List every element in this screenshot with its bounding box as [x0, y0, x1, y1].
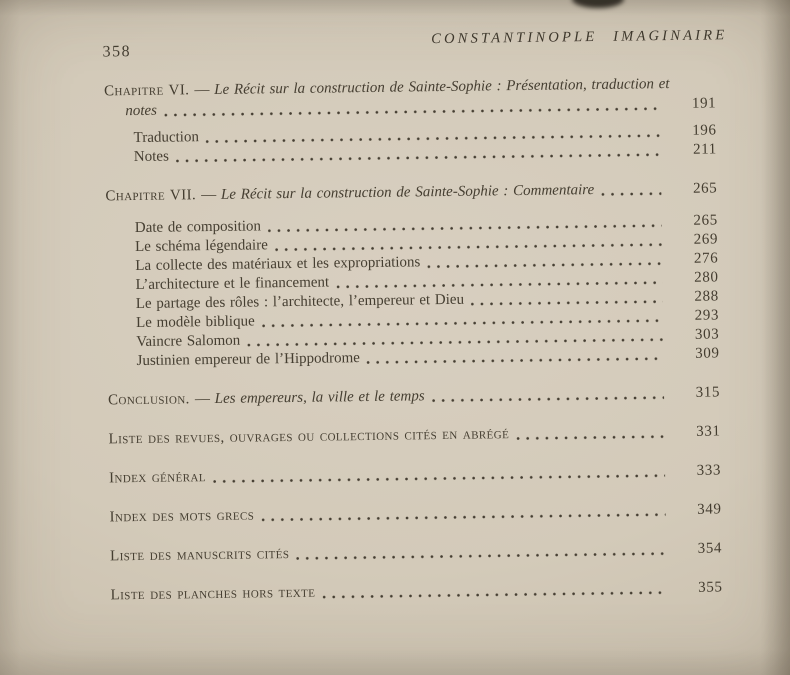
toc-section [110, 539, 722, 566]
toc-entry [109, 461, 721, 488]
toc-entry-label: Notes [133, 148, 169, 166]
toc-page-number: 191 [691, 95, 717, 112]
toc-page-number: 349 [697, 501, 722, 518]
dot-leader [320, 579, 668, 603]
toc-entry-label: Le partage des rôles : l’architecte, l’empereur et Dieu [135, 291, 465, 313]
toc-entry-label: notes [125, 102, 158, 120]
toc-page-number: 269 [693, 231, 719, 248]
toc-page-number: 265 [693, 212, 718, 229]
toc-entry [105, 179, 717, 206]
toc-page-number: 303 [694, 326, 720, 343]
toc-entry-label: Index général [108, 469, 207, 487]
dot-leader [294, 540, 668, 564]
dot-leader [599, 180, 663, 200]
toc-entry-label: Liste des revues, ouvrages ou collections cités en abrégé [108, 426, 510, 448]
toc-entry-label: Justinien empereur de l’Hippodrome [136, 350, 360, 370]
dot-leader [514, 423, 667, 444]
toc-entry-label: Chapitre VI. — Le Récit sur la construction de Sainte-Sophie : Présentation, traduction et [103, 76, 670, 100]
toc-section [109, 500, 721, 527]
dot-leader [259, 501, 668, 525]
toc-section [111, 578, 723, 605]
running-title: CONSTANTINOPLE IMAGINAIRE [431, 27, 728, 48]
toc-page-number: 331 [696, 423, 721, 440]
toc-page-number: 276 [693, 250, 719, 267]
toc-entry-label: La collecte des matériaux et les expropriations [135, 254, 421, 275]
toc-page-number: 333 [696, 462, 722, 479]
toc-section [108, 383, 720, 410]
toc-entry-label: Chapitre VII. — Le Récit sur la construction de Sainte-Sophie : Commentaire [105, 182, 595, 205]
dot-leader [430, 384, 667, 406]
toc-entry-label: Vaincre Salomon [136, 332, 241, 351]
toc-page-number: 211 [692, 141, 717, 158]
toc-entry-label: L’architecture et le financement [135, 274, 330, 294]
toc-page-number: 196 [692, 122, 717, 139]
toc-entry-label: Liste des planches hors texte [110, 584, 316, 604]
toc-page-number: 293 [694, 307, 720, 324]
toc-page-number: 354 [697, 540, 723, 557]
dot-leader [365, 345, 666, 368]
dot-leader [211, 462, 667, 487]
toc-entry [108, 383, 720, 410]
toc-page-number: 265 [692, 180, 718, 197]
toc-page-number: 288 [694, 288, 719, 305]
table-of-contents [104, 74, 723, 625]
toc-section [108, 422, 720, 449]
toc-entry [111, 578, 723, 605]
toc-section [109, 461, 721, 488]
dot-leader [469, 288, 665, 310]
toc-entry-label: Traduction [133, 129, 200, 147]
toc-entry [109, 500, 721, 527]
toc-entry-label: Conclusion. — Les empereurs, la ville et le temps [107, 388, 425, 409]
running-head [102, 27, 727, 65]
toc-entry-label: Liste des manuscrits cités [110, 546, 290, 565]
toc-entry [110, 539, 722, 566]
toc-entry-label: Le modèle biblique [135, 313, 255, 332]
toc-section [104, 74, 717, 167]
toc-page-number: 280 [694, 269, 719, 286]
toc-page-number: 315 [695, 384, 721, 401]
toc-entry [108, 422, 720, 449]
toc-page-number: 355 [698, 579, 723, 596]
toc-entry-label: Date de composition [134, 218, 262, 237]
toc-entry-label: Le schéma légendaire [134, 237, 268, 256]
toc-section [105, 179, 719, 371]
toc-entry-label: Index des mots grecs [109, 507, 255, 526]
folio-page-number: 358 [102, 43, 132, 61]
toc-page-number: 309 [695, 345, 720, 362]
